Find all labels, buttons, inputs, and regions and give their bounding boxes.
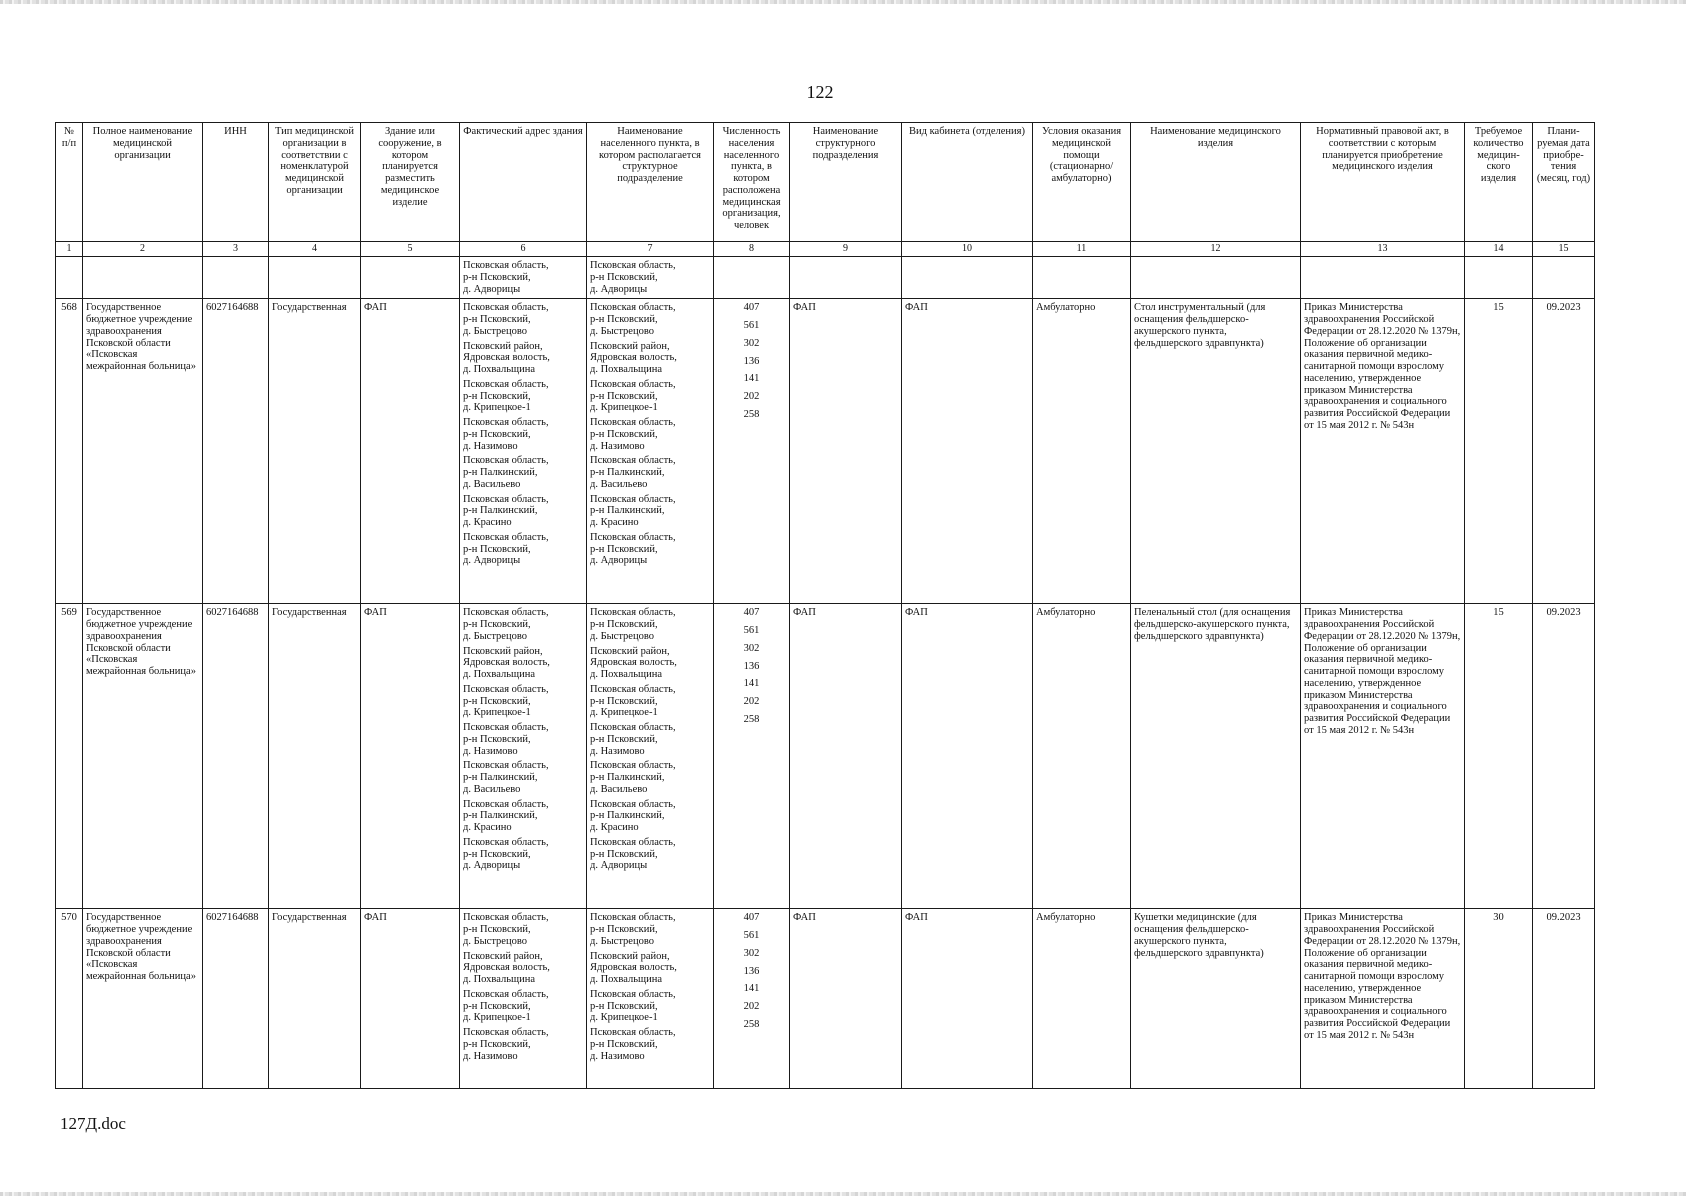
address-line: Псковская область, bbox=[463, 607, 549, 619]
settlement-line: р-н Псковский, bbox=[590, 390, 658, 402]
address-cell bbox=[460, 604, 587, 909]
quantity: 15 bbox=[1465, 604, 1533, 909]
settlement-block bbox=[590, 607, 710, 642]
header-cell: Условия оказания медицинской помощи (стационарно/ амбулаторно) bbox=[1033, 123, 1131, 242]
unit-name: ФАП bbox=[790, 299, 902, 604]
settlement-line: д. Крипецкое-1 bbox=[590, 707, 658, 719]
address-line: Псковская область, bbox=[463, 531, 549, 543]
address-line: Псковский район, bbox=[463, 645, 543, 657]
address-line: Псковская область, bbox=[463, 722, 549, 733]
column-number: 1 bbox=[56, 242, 83, 257]
column-number-row bbox=[56, 242, 1595, 257]
unit-name: ФАП bbox=[790, 909, 902, 1089]
address-line: р-н Псковский, bbox=[463, 619, 531, 630]
population-cell bbox=[714, 299, 790, 604]
legal-act: Приказ Министерства здравоохранения Российской Федерации от 28.12.2020 № 1379н, Положение об организации оказания первичной медико-санитарной помощи взрослому населению, утвержденное приказом Министерства здравоохранения и социального развития Российской Федерации от 15 мая 2012 г. № 543н bbox=[1301, 604, 1465, 909]
care-conditions: Амбулаторно bbox=[1033, 299, 1131, 604]
population-value: 561 bbox=[743, 625, 760, 636]
address-block bbox=[463, 455, 583, 490]
inn: 6027164688 bbox=[203, 299, 269, 604]
settlement-cell bbox=[587, 257, 714, 299]
row-number: 569 bbox=[56, 604, 83, 909]
header-cell: Тип медицинской организации в соответствии с номенклатурой медицинской организации bbox=[269, 123, 361, 242]
address-block bbox=[463, 302, 583, 337]
cabinet-type: ФАП bbox=[902, 909, 1033, 1089]
address-block bbox=[463, 837, 583, 872]
address-line: Псковская область, bbox=[463, 912, 549, 924]
address-line: Псковская область, bbox=[463, 260, 549, 271]
cabinet-type: ФАП bbox=[902, 299, 1033, 604]
settlement-line: Псковская область, bbox=[590, 1027, 676, 1038]
address-line: д. Адворицы bbox=[463, 555, 521, 567]
header-row bbox=[56, 123, 1595, 242]
population-value: 136 bbox=[743, 355, 760, 367]
address-block bbox=[463, 760, 583, 795]
column-number: 6 bbox=[460, 242, 587, 257]
settlement-line: д. Быстрецово bbox=[590, 630, 654, 642]
address-line: р-н Палкинский, bbox=[463, 505, 538, 517]
address-line: д. Быстрецово bbox=[463, 325, 527, 337]
header-cell: Требуемое количество медицин-ского изделия bbox=[1465, 123, 1533, 242]
purchase-date: 09.2023 bbox=[1533, 299, 1595, 604]
population-value: 136 bbox=[743, 965, 760, 977]
settlement-line: д. Васильево bbox=[590, 783, 648, 795]
header-cell: № п/п bbox=[56, 123, 83, 242]
address-line: Псковская область, bbox=[463, 302, 549, 314]
header-cell: Нормативный правовой акт, в соответствии с которым планируется приобретение медицинского изделия bbox=[1301, 123, 1465, 242]
address-line: д. Крипецкое-1 bbox=[463, 1012, 531, 1024]
settlement-block bbox=[590, 799, 710, 834]
settlement-block bbox=[590, 951, 710, 986]
address-line: р-н Псковский, bbox=[463, 733, 531, 745]
settlement-line: Ядровская волость, bbox=[590, 962, 677, 974]
settlement-line: р-н Псковский, bbox=[590, 314, 658, 325]
settlement-block bbox=[590, 684, 710, 719]
address-line: д. Красино bbox=[463, 517, 512, 528]
address-line: д. Адворицы bbox=[463, 860, 521, 872]
table-row bbox=[56, 909, 1595, 1089]
address-block bbox=[463, 1027, 583, 1062]
settlement-block bbox=[590, 722, 710, 757]
header-cell: Здание или сооружение, в котором планируется разместить медицинское изделие bbox=[361, 123, 460, 242]
settlement-line: д. Назимово bbox=[590, 440, 645, 452]
settlement-block bbox=[590, 532, 710, 567]
settlement-line: д. Крипецкое-1 bbox=[590, 1012, 658, 1024]
population-value: 302 bbox=[743, 642, 760, 654]
settlement-line: д. Адворицы bbox=[590, 283, 648, 295]
address-line: р-н Псковский, bbox=[463, 271, 531, 283]
quantity: 15 bbox=[1465, 299, 1533, 604]
settlement-line: д. Быстрецово bbox=[590, 935, 654, 947]
population-value: 202 bbox=[743, 391, 760, 402]
settlement-line: р-н Псковский, bbox=[590, 543, 658, 555]
address-line: д. Крипецкое-1 bbox=[463, 402, 531, 414]
settlement-line: д. Похвальщина bbox=[590, 669, 662, 680]
org-name: Государственное бюджетное учреждение здравоохранения Псковской области «Псковская межрайонная больница» bbox=[83, 604, 203, 909]
address-line: д. Крипецкое-1 bbox=[463, 707, 531, 719]
population-value: 258 bbox=[743, 713, 760, 725]
row-number: 568 bbox=[56, 299, 83, 604]
settlement-block bbox=[590, 302, 710, 337]
column-number: 12 bbox=[1131, 242, 1301, 257]
purchase-date: 09.2023 bbox=[1533, 604, 1595, 909]
population-value: 202 bbox=[743, 696, 760, 707]
org-name: Государственное бюджетное учреждение здравоохранения Псковской области «Псковская межрайонная больница» bbox=[83, 299, 203, 604]
settlement-line: р-н Палкинский, bbox=[590, 772, 665, 783]
cabinet-type: ФАП bbox=[902, 604, 1033, 909]
inn: 6027164688 bbox=[203, 604, 269, 909]
address-line: Псковская область, bbox=[463, 493, 549, 505]
building: ФАП bbox=[361, 604, 460, 909]
address-cell bbox=[460, 909, 587, 1089]
column-number: 3 bbox=[203, 242, 269, 257]
settlement-block bbox=[590, 760, 710, 795]
address-line: д. Быстрецово bbox=[463, 630, 527, 642]
header-cell: Численность населения населенного пункта, в котором расположена медицинская организация, человек bbox=[714, 123, 790, 242]
address-line: р-н Псковский, bbox=[463, 543, 531, 555]
population-value: 407 bbox=[743, 912, 760, 924]
scan-edge-top bbox=[0, 0, 1686, 4]
legal-act: Приказ Министерства здравоохранения Российской Федерации от 28.12.2020 № 1379н, Положение об организации оказания первичной медико-санитарной помощи взрослому населению, утвержденное приказом Министерства здравоохранения и социального развития Российской Федерации от 15 мая 2012 г. № 543н bbox=[1301, 299, 1465, 604]
settlement-line: Псковская область, bbox=[590, 302, 676, 314]
org-type: Государственная bbox=[269, 909, 361, 1089]
address-block bbox=[463, 989, 583, 1024]
settlement-line: Псковская область, bbox=[590, 760, 676, 772]
header-cell: Плани-руемая дата приобре-тения (месяц, год) bbox=[1533, 123, 1595, 242]
address-cell bbox=[460, 299, 587, 604]
address-block bbox=[463, 799, 583, 834]
population-value: 561 bbox=[743, 320, 760, 331]
address-block bbox=[463, 646, 583, 681]
population-value: 561 bbox=[743, 930, 760, 941]
legal-act: Приказ Министерства здравоохранения Российской Федерации от 28.12.2020 № 1379н, Положение об организации оказания первичной медико-санитарной помощи взрослому населению, утвержденное приказом Министерства здравоохранения и социального развития Российской Федерации от 15 мая 2012 г. № 543н bbox=[1301, 909, 1465, 1089]
population-cell bbox=[714, 909, 790, 1089]
settlement-line: р-н Псковский, bbox=[590, 619, 658, 630]
header-cell: Фактический адрес здания bbox=[460, 123, 587, 242]
address-line: Ядровская волость, bbox=[463, 352, 550, 364]
settlement-line: д. Похвальщина bbox=[590, 364, 662, 375]
settlement-line: р-н Псковский, bbox=[590, 1000, 658, 1012]
column-number: 8 bbox=[714, 242, 790, 257]
settlement-line: д. Быстрецово bbox=[590, 325, 654, 337]
population-value: 407 bbox=[743, 302, 760, 314]
population-value: 302 bbox=[743, 337, 760, 349]
building: ФАП bbox=[361, 909, 460, 1089]
device-name: Пеленальный стол (для оснащения фельдшерско-акушерского пункта, фельдшерского здравпункта) bbox=[1131, 604, 1301, 909]
settlement-line: р-н Палкинский, bbox=[590, 505, 665, 517]
address-block bbox=[463, 684, 583, 719]
table-row bbox=[56, 604, 1595, 909]
population-value: 141 bbox=[743, 678, 760, 690]
settlement-line: Псковская область, bbox=[590, 378, 676, 390]
purchase-date: 09.2023 bbox=[1533, 909, 1595, 1089]
address-line: Псковский район, bbox=[463, 950, 543, 962]
settlement-line: Псковский район, bbox=[590, 340, 670, 352]
column-number: 10 bbox=[902, 242, 1033, 257]
settlement-block bbox=[590, 417, 710, 452]
address-block bbox=[463, 951, 583, 986]
address-line: р-н Псковский, bbox=[463, 848, 531, 860]
settlement-line: р-н Псковский, bbox=[590, 695, 658, 707]
settlement-line: д. Васильево bbox=[590, 478, 648, 490]
address-line: Псковская область, bbox=[463, 836, 549, 848]
care-conditions: Амбулаторно bbox=[1033, 909, 1131, 1089]
settlement-block bbox=[590, 837, 710, 872]
address-line: д. Похвальщина bbox=[463, 669, 535, 680]
settlement-line: д. Крипецкое-1 bbox=[590, 402, 658, 414]
row-number: 570 bbox=[56, 909, 83, 1089]
address-line: р-н Палкинский, bbox=[463, 810, 538, 822]
header-cell: Наименование медицинского изделия bbox=[1131, 123, 1301, 242]
header-cell: Вид кабинета (отделения) bbox=[902, 123, 1033, 242]
care-conditions: Амбулаторно bbox=[1033, 604, 1131, 909]
address-line: р-н Псковский, bbox=[463, 390, 531, 402]
header-cell: Наименование структурного подразделения bbox=[790, 123, 902, 242]
population-value: 407 bbox=[743, 607, 760, 619]
address-block bbox=[463, 607, 583, 642]
page-number: 122 bbox=[806, 82, 834, 102]
header-cell: ИНН bbox=[203, 123, 269, 242]
settlement-line: р-н Палкинский, bbox=[590, 467, 665, 478]
settlement-line: д. Назимово bbox=[590, 745, 645, 757]
address-line: Псковская область, bbox=[463, 988, 549, 1000]
address-line: Псковская область, bbox=[463, 798, 549, 810]
address-line: р-н Псковский, bbox=[463, 1038, 531, 1050]
settlement-line: Псковская область, bbox=[590, 683, 676, 695]
device-name: Кушетки медицинские (для оснащения фельдшерско-акушерского пункта, фельдшерского здравпункта) bbox=[1131, 909, 1301, 1089]
settlement-line: р-н Псковский, bbox=[590, 848, 658, 860]
table-row bbox=[56, 299, 1595, 604]
settlement-block bbox=[590, 494, 710, 529]
settlement-block bbox=[590, 341, 710, 376]
address-line: р-н Псковский, bbox=[463, 695, 531, 707]
settlement-line: р-н Псковский, bbox=[590, 428, 658, 440]
header-cell: Полное наименование медицинской организации bbox=[83, 123, 203, 242]
address-line: Псковский район, bbox=[463, 340, 543, 352]
address-line: р-н Псковский, bbox=[463, 428, 531, 440]
scan-edge-bottom bbox=[0, 1192, 1686, 1196]
address-line: д. Назимово bbox=[463, 1050, 518, 1062]
unit-name: ФАП bbox=[790, 604, 902, 909]
settlement-cell bbox=[587, 909, 714, 1089]
address-line: д. Похвальщина bbox=[463, 364, 535, 375]
address-line: Псковская область, bbox=[463, 455, 549, 467]
settlement-line: р-н Псковский, bbox=[590, 271, 658, 283]
address-line: Псковская область, bbox=[463, 378, 549, 390]
column-number: 13 bbox=[1301, 242, 1465, 257]
settlement-line: д. Адворицы bbox=[590, 555, 648, 567]
settlement-line: д. Адворицы bbox=[590, 860, 648, 872]
settlement-line: Псковская область, bbox=[590, 260, 676, 271]
column-number: 2 bbox=[83, 242, 203, 257]
population-value: 258 bbox=[743, 1018, 760, 1030]
settlement-line: Псковская область, bbox=[590, 607, 676, 619]
column-number: 15 bbox=[1533, 242, 1595, 257]
population-value: 258 bbox=[743, 408, 760, 420]
quantity: 30 bbox=[1465, 909, 1533, 1089]
address-line: р-н Псковский, bbox=[463, 1000, 531, 1012]
address-line: Псковская область, bbox=[463, 683, 549, 695]
address-line: р-н Псковский, bbox=[463, 924, 531, 935]
column-number: 14 bbox=[1465, 242, 1533, 257]
settlement-line: Псковская область, bbox=[590, 836, 676, 848]
address-block bbox=[463, 722, 583, 757]
address-line: р-н Палкинский, bbox=[463, 772, 538, 783]
address-block bbox=[463, 494, 583, 529]
equipment-table bbox=[55, 122, 1595, 1089]
population-value: 141 bbox=[743, 373, 760, 385]
address-block bbox=[463, 379, 583, 414]
header-cell: Наименование населенного пункта, в котором располагается структурное подразделение bbox=[587, 123, 714, 242]
settlement-line: Ядровская волость, bbox=[590, 657, 677, 669]
address-line: д. Адворицы bbox=[463, 283, 521, 295]
address-block bbox=[463, 417, 583, 452]
settlement-line: Псковская область, bbox=[590, 493, 676, 505]
address-line: д. Назимово bbox=[463, 745, 518, 757]
settlement-block bbox=[590, 912, 710, 947]
population-value: 202 bbox=[743, 1001, 760, 1012]
population-value: 141 bbox=[743, 983, 760, 995]
settlement-line: р-н Псковский, bbox=[590, 924, 658, 935]
address-block bbox=[463, 341, 583, 376]
settlement-cell bbox=[587, 604, 714, 909]
settlement-line: Псковская область, bbox=[590, 417, 676, 428]
address-line: д. Назимово bbox=[463, 440, 518, 452]
carryover-row bbox=[56, 257, 1595, 299]
settlement-line: р-н Палкинский, bbox=[590, 810, 665, 822]
settlement-line: р-н Псковский, bbox=[590, 733, 658, 745]
address-line: д. Быстрецово bbox=[463, 935, 527, 947]
column-number: 11 bbox=[1033, 242, 1131, 257]
inn: 6027164688 bbox=[203, 909, 269, 1089]
settlement-line: Ядровская волость, bbox=[590, 352, 677, 364]
column-number: 5 bbox=[361, 242, 460, 257]
column-number: 7 bbox=[587, 242, 714, 257]
org-name: Государственное бюджетное учреждение здравоохранения Псковской области «Псковская межрайонная больница» bbox=[83, 909, 203, 1089]
address-line: д. Красино bbox=[463, 822, 512, 833]
address-line: Ядровская волость, bbox=[463, 657, 550, 669]
settlement-line: д. Красино bbox=[590, 822, 639, 833]
settlement-cell bbox=[587, 299, 714, 604]
document-filename: 127Д.doc bbox=[60, 1114, 126, 1133]
address-line: д. Васильево bbox=[463, 783, 521, 795]
settlement-line: Псковская область, bbox=[590, 798, 676, 810]
settlement-line: д. Красино bbox=[590, 517, 639, 528]
settlement-block bbox=[590, 989, 710, 1024]
org-type: Государственная bbox=[269, 604, 361, 909]
address-line: д. Похвальщина bbox=[463, 974, 535, 985]
population-value: 302 bbox=[743, 947, 760, 959]
settlement-line: Псковская область, bbox=[590, 722, 676, 733]
address-line: Ядровская волость, bbox=[463, 962, 550, 974]
address-line: р-н Палкинский, bbox=[463, 467, 538, 478]
settlement-block bbox=[590, 455, 710, 490]
org-type: Государственная bbox=[269, 299, 361, 604]
column-number: 4 bbox=[269, 242, 361, 257]
settlement-line: Псковский район, bbox=[590, 645, 670, 657]
settlement-line: д. Похвальщина bbox=[590, 974, 662, 985]
address-block bbox=[463, 532, 583, 567]
settlement-line: Псковская область, bbox=[590, 912, 676, 924]
settlement-block bbox=[590, 1027, 710, 1062]
settlement-line: Псковская область, bbox=[590, 455, 676, 467]
address-line: Псковская область, bbox=[463, 1027, 549, 1038]
address-line: д. Васильево bbox=[463, 478, 521, 490]
settlement-line: р-н Псковский, bbox=[590, 1038, 658, 1050]
address-line: Псковская область, bbox=[463, 760, 549, 772]
settlement-line: Псковская область, bbox=[590, 988, 676, 1000]
address-cell bbox=[460, 257, 587, 299]
address-line: р-н Псковский, bbox=[463, 314, 531, 325]
building: ФАП bbox=[361, 299, 460, 604]
device-name: Стол инструментальный (для оснащения фельдшерско-акушерского пункта, фельдшерского здравпункта) bbox=[1131, 299, 1301, 604]
population-value: 136 bbox=[743, 660, 760, 672]
population-cell bbox=[714, 604, 790, 909]
settlement-block bbox=[590, 379, 710, 414]
settlement-line: д. Назимово bbox=[590, 1050, 645, 1062]
settlement-block bbox=[590, 646, 710, 681]
column-number: 9 bbox=[790, 242, 902, 257]
settlement-line: Псковская область, bbox=[590, 531, 676, 543]
settlement-line: Псковский район, bbox=[590, 950, 670, 962]
address-block bbox=[463, 912, 583, 947]
address-line: Псковская область, bbox=[463, 417, 549, 428]
